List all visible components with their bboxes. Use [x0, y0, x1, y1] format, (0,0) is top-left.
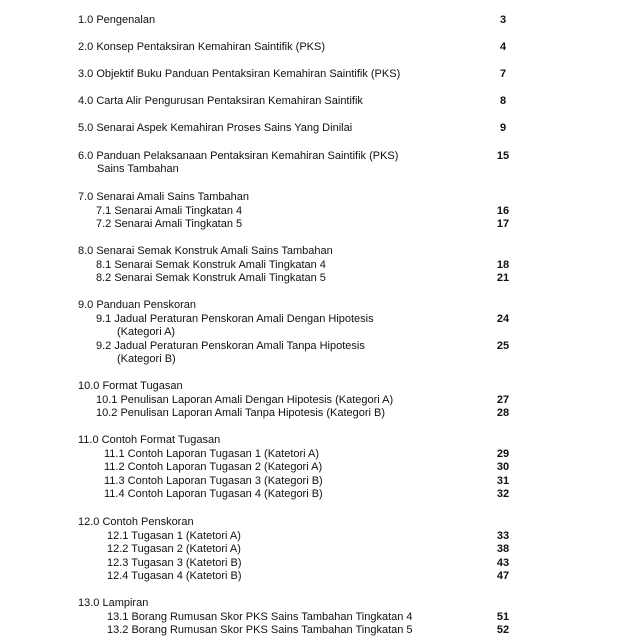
toc-entry-9: 9.0 Panduan Penskoran [78, 299, 197, 311]
toc-page-11-1: 29 [496, 448, 510, 460]
toc-page-9-2: 25 [496, 340, 510, 352]
toc-page-12-4: 47 [496, 570, 510, 582]
toc-entry-13: 13.0 Lampiran [78, 597, 149, 609]
toc-page-9-1: 24 [496, 313, 510, 325]
toc-page-7-1: 16 [496, 205, 510, 217]
toc-entry-8: 8.0 Senarai Semak Konstruk Amali Sains Tambahan [78, 245, 333, 257]
toc-entry-7: 7.0 Senarai Amali Sains Tambahan [78, 191, 250, 203]
toc-page-11-2: 30 [496, 461, 510, 473]
toc-page-7-2: 17 [496, 218, 510, 230]
toc-entry-3: 3.0 Objektif Buku Panduan Pentaksiran Kemahiran Saintifik (PKS) [78, 68, 401, 80]
toc-entry-9-2-cont: (Kategori B) [117, 353, 176, 365]
toc-entry-11-3: 11.3 Contoh Laporan Tugasan 3 (Kategori B) [104, 475, 323, 487]
toc-page-8-1: 18 [496, 259, 510, 271]
toc-page-13-2: 52 [496, 624, 510, 636]
toc-entry-9-1: 9.1 Jadual Peraturan Penskoran Amali Dengan Hipotesis [96, 313, 374, 325]
toc-page-4: 8 [499, 95, 507, 107]
toc-entry-9-1-cont: (Kategori A) [117, 326, 176, 338]
toc-entry-4: 4.0 Carta Alir Pengurusan Pentaksiran Kemahiran Saintifik [78, 95, 363, 107]
toc-entry-11: 11.0 Contoh Format Tugasan [78, 434, 221, 446]
toc-entry-7-1: 7.1 Senarai Amali Tingkatan 4 [96, 205, 243, 217]
toc-entry-2: 2.0 Konsep Pentaksiran Kemahiran Saintifik (PKS) [78, 41, 326, 53]
toc-entry-12: 12.0 Contoh Penskoran [78, 516, 194, 528]
toc-page-2: 4 [499, 41, 507, 53]
toc-page-11-4: 32 [496, 488, 510, 500]
toc-entry-10: 10.0 Format Tugasan [78, 380, 183, 392]
toc-entry-1: 1.0 Pengenalan [78, 14, 156, 26]
toc-entry-12-4: 12.4 Tugasan 4 (Katetori B) [107, 570, 242, 582]
toc-entry-13-2: 13.2 Borang Rumusan Skor PKS Sains Tambahan Tingkatan 5 [107, 624, 413, 636]
toc-entry-8-2: 8.2 Senarai Semak Konstruk Amali Tingkatan 5 [96, 272, 326, 284]
toc-entry-10-1: 10.1 Penulisan Laporan Amali Dengan Hipotesis (Kategori A) [96, 394, 394, 406]
toc-page-12-2: 38 [496, 543, 510, 555]
toc-page-8-2: 21 [496, 272, 510, 284]
toc-page-12-3: 43 [496, 557, 510, 569]
toc-entry-12-1: 12.1 Tugasan 1 (Katetori A) [107, 530, 241, 542]
toc-page-12-1: 33 [496, 530, 510, 542]
toc-entry-12-3: 12.3 Tugasan 3 (Katetori B) [107, 557, 242, 569]
toc-entry-9-2: 9.2 Jadual Peraturan Penskoran Amali Tanpa Hipotesis [96, 340, 365, 352]
toc-page-3: 7 [499, 68, 507, 80]
toc-entry-10-2: 10.2 Penulisan Laporan Amali Tanpa Hipotesis (Kategori B) [96, 407, 386, 419]
toc-page-1: 3 [499, 14, 507, 26]
toc-entry-6: 6.0 Panduan Pelaksanaan Pentaksiran Kemahiran Saintifik (PKS) [78, 150, 399, 162]
toc-page-10-2: 28 [496, 407, 510, 419]
toc-page-11-3: 31 [496, 475, 510, 487]
toc-entry-12-2: 12.2 Tugasan 2 (Katetori A) [107, 543, 241, 555]
toc-page-13-1: 51 [496, 611, 510, 623]
toc-entry-6-cont: Sains Tambahan [97, 163, 179, 175]
toc-entry-13-1: 13.1 Borang Rumusan Skor PKS Sains Tambahan Tingkatan 4 [107, 611, 413, 623]
toc-entry-5: 5.0 Senarai Aspek Kemahiran Proses Sains Yang Dinilai [78, 122, 353, 134]
toc-page-10-1: 27 [496, 394, 510, 406]
toc-entry-11-2: 11.2 Contoh Laporan Tugasan 2 (Kategori A) [104, 461, 323, 473]
toc-entry-8-1: 8.1 Senarai Semak Konstruk Amali Tingkatan 4 [96, 259, 326, 271]
toc-page-5: 9 [499, 122, 507, 134]
toc-entry-7-2: 7.2 Senarai Amali Tingkatan 5 [96, 218, 243, 230]
toc-entry-11-1: 11.1 Contoh Laporan Tugasan 1 (Katetori A) [104, 448, 320, 460]
toc-entry-11-4: 11.4 Contoh Laporan Tugasan 4 (Kategori B) [104, 488, 323, 500]
toc-page-6: 15 [496, 150, 510, 162]
